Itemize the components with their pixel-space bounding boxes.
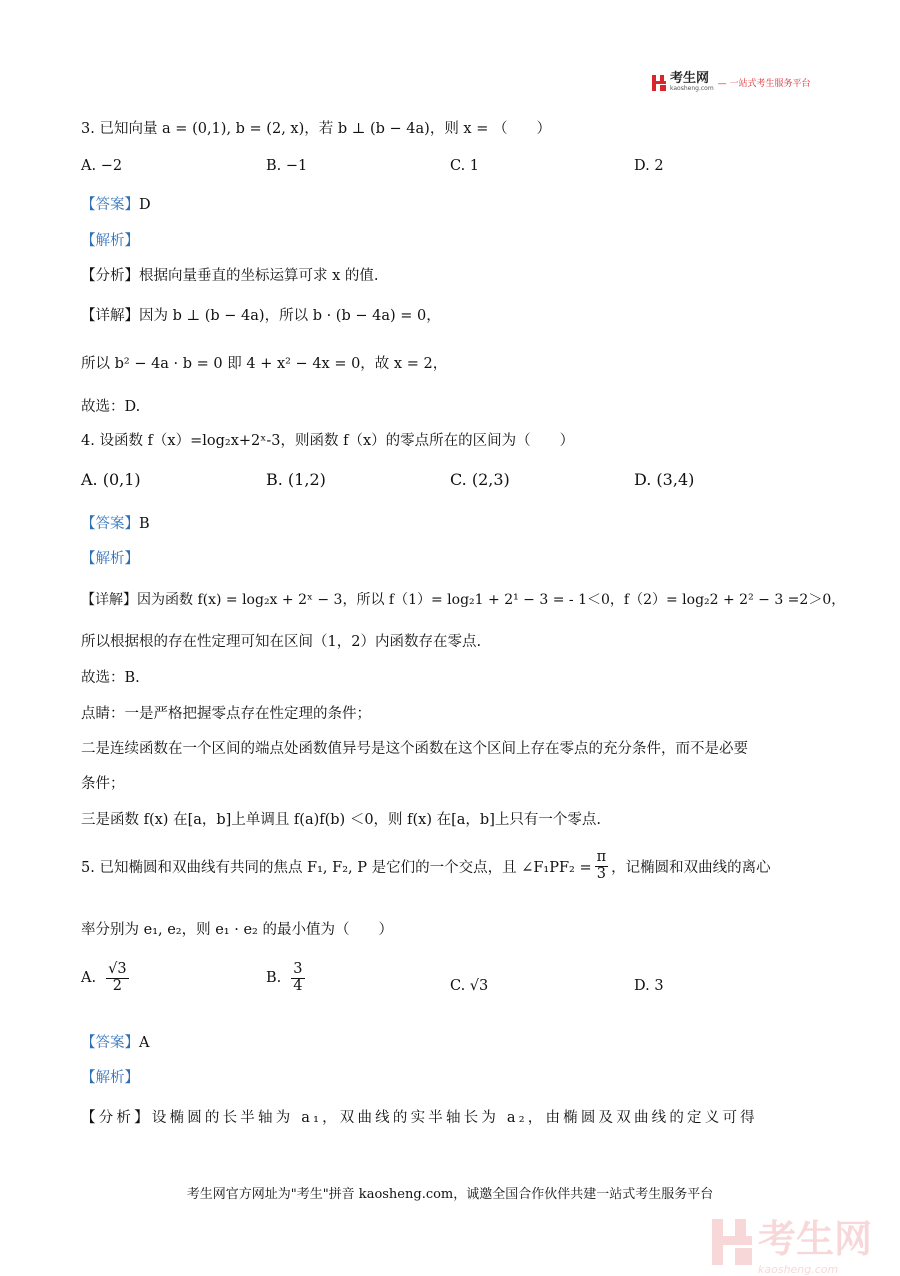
- q3-xiangjie: 【详解】因为 b ⊥ (b − 4a)，所以 b · (b − 4a) = 0，: [81, 308, 441, 324]
- watermark-domain: kaosheng.com: [758, 1263, 839, 1276]
- header-logo: [652, 73, 811, 92]
- q5-option-d: D. 3: [634, 978, 664, 994]
- q4-note2b: 条件；: [81, 776, 125, 792]
- q5-stem: 5. 已知椭圆和双曲线有共同的焦点 F₁, F₂, P 是它们的一个交点，且 ∠F₁PF₂ = $\frac{\pi}{3}$ ，记椭圆和双曲线的离心: [81, 849, 771, 882]
- q4-xiangjie: 【详解】因为函数 f(x) = log₂x + 2ˣ − 3，所以 f（1）= log₂1 + 2¹ − 3 = - 1＜0，f（2）= log₂2 + 2² − 3 =2＞0，: [81, 592, 846, 608]
- q4-line2: 所以根据根的存在性定理可知在区间（1，2）内函数存在零点.: [81, 634, 482, 650]
- q4-note3: 三是函数 f(x) 在[a，b]上单调且 f(a)f(b) ＜0，则 f(x) 在[a，b]上只有一个零点.: [81, 812, 601, 828]
- q4-note1: 点睛：一是严格把握零点存在性定理的条件；: [81, 706, 371, 722]
- q5-option-b: B. $\frac{3}{4}$: [266, 961, 303, 994]
- q3-option-d: D. 2: [634, 158, 664, 174]
- q4-option-a: A. (0,1): [81, 470, 141, 489]
- q5-option-c: C. √3: [450, 978, 489, 994]
- q4-note2a: 二是连续函数在一个区间的端点处函数值异号是这个函数在这个区间上存在零点的充分条件，而不是必要: [81, 741, 748, 757]
- q4-option-b: B. (1,2): [266, 470, 326, 489]
- q5-answer: 【答案】A: [81, 1035, 150, 1051]
- q5-analysis-tag: 【解析】: [81, 1070, 139, 1086]
- q4-option-c: C. (2,3): [450, 470, 510, 489]
- q3-option-a: A. −2: [81, 158, 123, 174]
- q5-option-a: A. $\frac{√3}{2}$: [81, 961, 127, 994]
- q3-answer: 【答案】D: [81, 197, 151, 213]
- q5-stem2: 率分别为 e₁, e₂，则 e₁ · e₂ 的最小值为（ ）: [81, 922, 393, 938]
- page-footer: 考生网官方网址为"考生"拼音 kaosheng.com，诚邀全国合作伙伴共建一站式考生服务平台: [186, 1187, 714, 1202]
- q4-stem: 4. 设函数 f（x）=log₂x+2ˣ-3，则函数 f（x）的零点所在的区间为（ ）: [81, 433, 575, 449]
- q3-option-c: C. 1: [450, 158, 480, 174]
- q5-fenxi: 【分析】设椭圆的长半轴为 a₁，双曲线的实半轴长为 a₂，由椭圆及双曲线的定义可得: [81, 1110, 758, 1126]
- watermark-logo: [712, 1208, 872, 1276]
- q3-option-b: B. −1: [266, 158, 308, 174]
- logo-name: 考生网: [670, 71, 710, 86]
- q3-fenxi: 【分析】根据向量垂直的坐标运算可求 x 的值.: [81, 268, 379, 284]
- logo-icon: [652, 75, 666, 91]
- q3-line2: 所以 b² − 4a · b = 0 即 4 + x² − 4x = 0，故 x = 2，: [81, 356, 448, 372]
- watermark-name: 考生网: [758, 1217, 873, 1261]
- watermark-icon: [712, 1219, 752, 1265]
- q3-choose: 故选：D.: [81, 399, 141, 415]
- q4-analysis-tag: 【解析】: [81, 551, 139, 567]
- logo-tagline: — 一站式考生服务平台: [717, 79, 811, 89]
- q3-stem: 3. 已知向量 a = (0,1), b = (2, x)，若 b ⊥ (b − 4a)，则 x = （ ）: [81, 121, 551, 137]
- logo-domain: kaosheng.com: [670, 85, 714, 92]
- q4-choose: 故选：B.: [81, 670, 140, 686]
- q4-answer: 【答案】B: [81, 516, 150, 532]
- q3-analysis-tag: 【解析】: [81, 233, 139, 249]
- q4-option-d: D. (3,4): [634, 470, 695, 489]
